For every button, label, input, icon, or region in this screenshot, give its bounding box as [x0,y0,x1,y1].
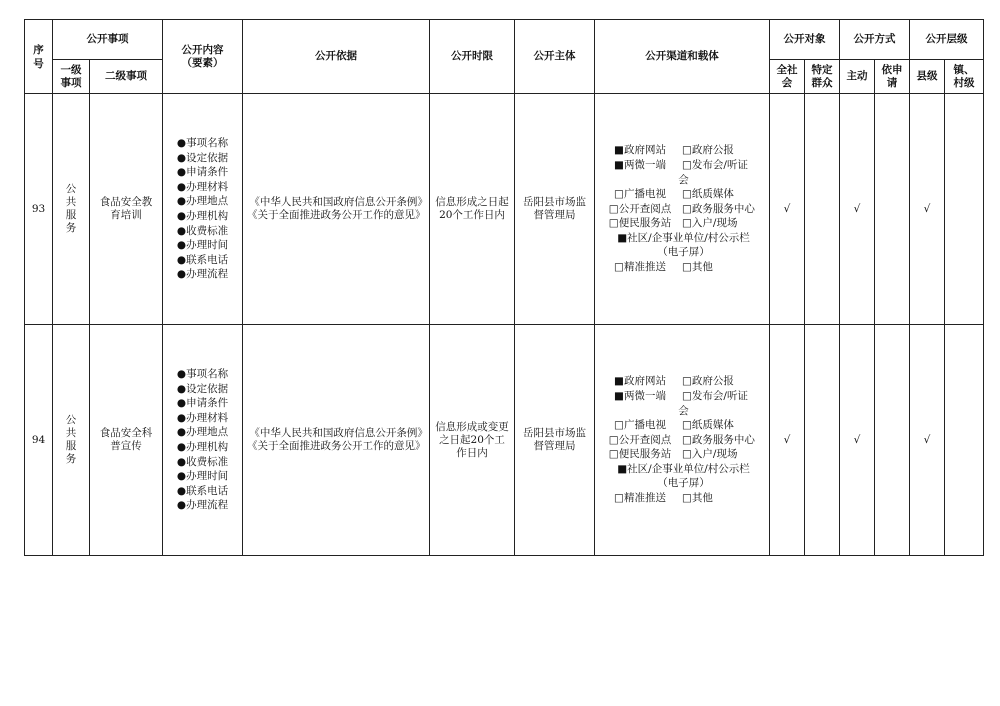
content-item: ●办理时间 [176,470,229,483]
content-item: ●办理地点 [176,195,229,208]
row-content [163,325,243,556]
row-level2: 食品安全教育培训 [90,94,163,325]
disclosure-table [24,19,984,556]
content-item: ●办理时间 [176,239,229,252]
channel-option: □入户/现场 [682,217,738,230]
row-level-county: √ [910,94,945,325]
channel-option: □发布会/听证 [682,158,748,171]
channel-option: □政府公报 [682,375,734,388]
channel-line [598,216,769,231]
channel-line [598,374,769,389]
row-subject: 岳阳县市场监督管理局 [515,325,595,556]
row-seq: 93 [25,94,53,325]
content-item: ●收费标准 [176,224,229,237]
row-level-county: √ [910,325,945,556]
row-level1: 公共服务 [53,325,90,556]
header-mode-request: 依申请 [875,60,910,94]
row-target-specific [805,94,840,325]
channel-line: （电子屏） [657,246,710,259]
header-level: 公开层级 [910,20,984,60]
channel-option: ■政府网站 [614,144,666,157]
header-level2: 二级事项 [90,60,163,94]
channel-option: ■政府网站 [614,375,666,388]
channel-line [598,491,769,506]
channel-line: ■社区/企事业单位/村公示栏 [617,462,750,475]
content-item: ●联系电话 [176,253,229,266]
content-item: ●收费标准 [176,455,229,468]
row-basis: 《中华人民共和国政府信息公开条例》《关于全面推进政务公开工作的意见》 [243,325,430,556]
row-target-all: √ [770,325,805,556]
channel-line: ■社区/企事业单位/村公示栏 [617,231,750,244]
row-level-town [945,325,984,556]
channel-option: □发布会/听证 [682,389,748,402]
channel-option: ■两微一端 [614,158,666,171]
channel-line [598,187,769,202]
row-mode-active: √ [840,325,875,556]
header-level1: 一级事项 [53,60,90,94]
channel-line: 会 [678,173,689,186]
header-channel: 公开渠道和载体 [595,20,770,94]
table-row [25,94,984,325]
content-item: ●设定依据 [176,382,229,395]
header-time-limit: 公开时限 [430,20,515,94]
channel-option: □广播电视 [614,188,666,201]
channel-option: □其他 [682,261,713,274]
header-content: 公开内容（要素） [163,20,243,94]
content-item: ●设定依据 [176,151,229,164]
header-target: 公开对象 [770,20,840,60]
channel-line [598,260,769,275]
content-item: ●事项名称 [176,137,229,150]
content-item: ●申请条件 [176,397,229,410]
header-target-specific: 特定群众 [805,60,840,94]
channel-line [598,418,769,433]
content-item: ●办理材料 [176,180,229,193]
channel-option: □公开查阅点 [608,202,672,215]
content-item: ●办理材料 [176,411,229,424]
channel-line: 会 [678,404,689,417]
row-level1: 公共服务 [53,94,90,325]
channel-option: □政务服务中心 [682,433,755,446]
content-item: ●办理地点 [176,426,229,439]
row-target-specific [805,325,840,556]
channel-option: □纸质媒体 [682,188,734,201]
channel-line [598,158,769,173]
header-level-county: 县级 [910,60,945,94]
row-channel [595,94,770,325]
header-seq: 序号 [25,20,53,94]
channel-option: □其他 [682,492,713,505]
row-time-limit: 信息形成或变更之日起20个工作日内 [430,325,515,556]
content-item: ●办理流程 [176,268,229,281]
channel-option: □精准推送 [614,492,666,505]
row-target-all: √ [770,94,805,325]
channel-option: □便民服务站 [608,217,672,230]
channel-option: □政务服务中心 [682,202,755,215]
channel-option: □政府公报 [682,144,734,157]
channel-line [598,143,769,158]
row-channel [595,325,770,556]
row-seq: 94 [25,325,53,556]
channel-line [598,433,769,448]
channel-line: （电子屏） [657,477,710,490]
content-item: ●联系电话 [176,484,229,497]
channel-option: □纸质媒体 [682,419,734,432]
channel-option: □入户/现场 [682,448,738,461]
channel-line [598,202,769,217]
row-subject: 岳阳县市场监督管理局 [515,94,595,325]
content-item: ●申请条件 [176,166,229,179]
header-row-1 [25,20,984,60]
row-content [163,94,243,325]
content-item: ●办理流程 [176,499,229,512]
channel-line [598,447,769,462]
content-item: ●办理机构 [176,441,229,453]
row-mode-request [875,94,910,325]
content-list [177,136,228,282]
table-row [25,325,984,556]
channel-option: □精准推送 [614,261,666,274]
row-mode-request [875,325,910,556]
header-mode-active: 主动 [840,60,875,94]
content-item: ●办理机构 [176,210,229,222]
channel-option: □公开查阅点 [608,433,672,446]
header-mode: 公开方式 [840,20,910,60]
content-item: ●事项名称 [176,368,229,381]
header-level-town: 镇、村级 [945,60,984,94]
header-subject: 公开主体 [515,20,595,94]
header-target-all: 全社会 [770,60,805,94]
row-basis: 《中华人民共和国政府信息公开条例》《关于全面推进政务公开工作的意见》 [243,94,430,325]
content-list [177,367,228,513]
header-basis: 公开依据 [243,20,430,94]
channel-option: □便民服务站 [608,448,672,461]
channel-option: ■两微一端 [614,389,666,402]
header-public-item: 公开事项 [53,20,163,60]
row-level2: 食品安全科普宣传 [90,325,163,556]
row-level-town [945,94,984,325]
channel-line [598,389,769,404]
row-mode-active: √ [840,94,875,325]
row-time-limit: 信息形成之日起20个工作日内 [430,94,515,325]
channel-option: □广播电视 [614,419,666,432]
